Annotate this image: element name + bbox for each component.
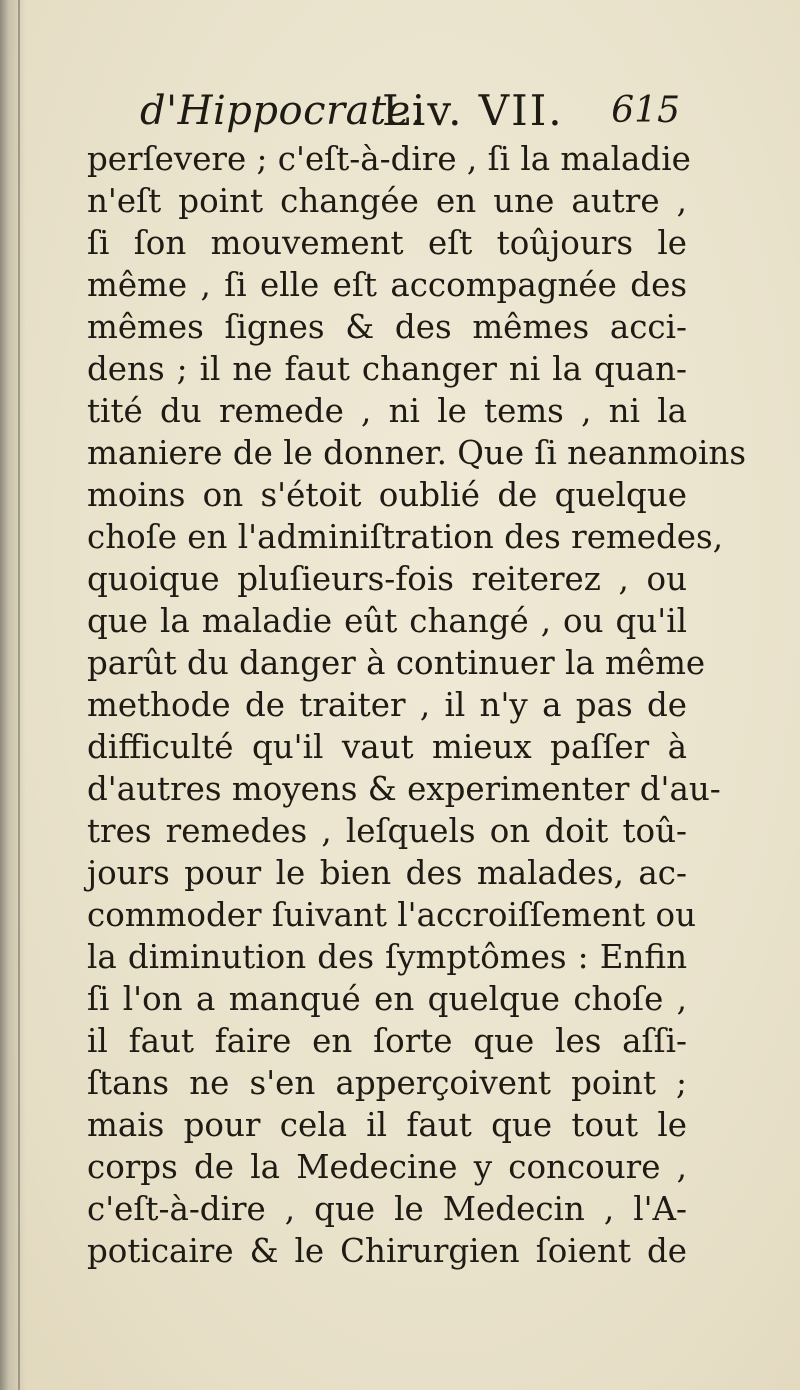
running-head-book: Liv. VII.	[382, 86, 564, 135]
running-head-title: d'Hippocrate.	[140, 88, 424, 134]
text-line: d'autres moyens & experimenter d'au-	[87, 770, 721, 808]
text-line: jours pour le bien des malades, ac-	[87, 854, 687, 892]
text-line: moins on s'étoit oublié de quelque	[87, 476, 687, 514]
binding-edge-line	[18, 0, 20, 1390]
text-line: perſevere ; c'eſt-à-dire , ſi la maladie	[87, 140, 691, 178]
text-line: choſe en l'adminiſtration des remedes,	[87, 518, 724, 556]
text-line: c'eſt-à-dire , que le Medecin , l'A-	[87, 1190, 687, 1228]
text-line: corps de la Medecine y concoure ,	[87, 1148, 687, 1186]
text-line: mêmes ſignes & des mêmes acci-	[87, 308, 687, 346]
text-line: il faut faire en ſorte que les aſſi-	[87, 1022, 687, 1060]
binding-gutter-shadow	[0, 0, 26, 1390]
text-line: poticaire & le Chirurgien ſoient de	[87, 1232, 687, 1270]
text-line: parût du danger à continuer la même	[87, 644, 706, 682]
text-line: ſtans ne s'en apperçoivent point ;	[87, 1064, 687, 1102]
running-head	[140, 82, 700, 142]
page-number: 615	[611, 90, 680, 131]
body-text	[87, 138, 747, 1272]
text-line: methode de traiter , il n'y a pas de	[87, 686, 687, 724]
text-line: commoder ſuivant l'accroiſſement ou	[87, 896, 697, 934]
text-line: tité du remede , ni le tems , ni la	[87, 392, 687, 430]
text-line: la diminution des ſymptômes : Enfin	[87, 938, 687, 976]
text-line: n'eſt point changée en une autre ,	[87, 182, 687, 220]
text-line: maniere de le donner. Que ſi neanmoins	[87, 434, 747, 472]
text-line: même , ſi elle eſt accompagnée des	[87, 266, 687, 304]
text-line: mais pour cela il faut que tout le	[87, 1106, 687, 1144]
text-line: tres remedes , leſquels on doit toû-	[87, 812, 687, 850]
text-line: quoique pluſieurs-fois reiterez , ou	[87, 560, 687, 598]
text-line: ſi ſon mouvement eſt toûjours le	[87, 224, 687, 262]
text-line: dens ; il ne faut changer ni la quan-	[87, 350, 687, 388]
text-line: que la maladie eût changé , ou qu'il	[87, 602, 687, 640]
text-line: difficulté qu'il vaut mieux paſſer à	[87, 728, 687, 766]
text-line: ſi l'on a manqué en quelque choſe ,	[87, 980, 687, 1018]
